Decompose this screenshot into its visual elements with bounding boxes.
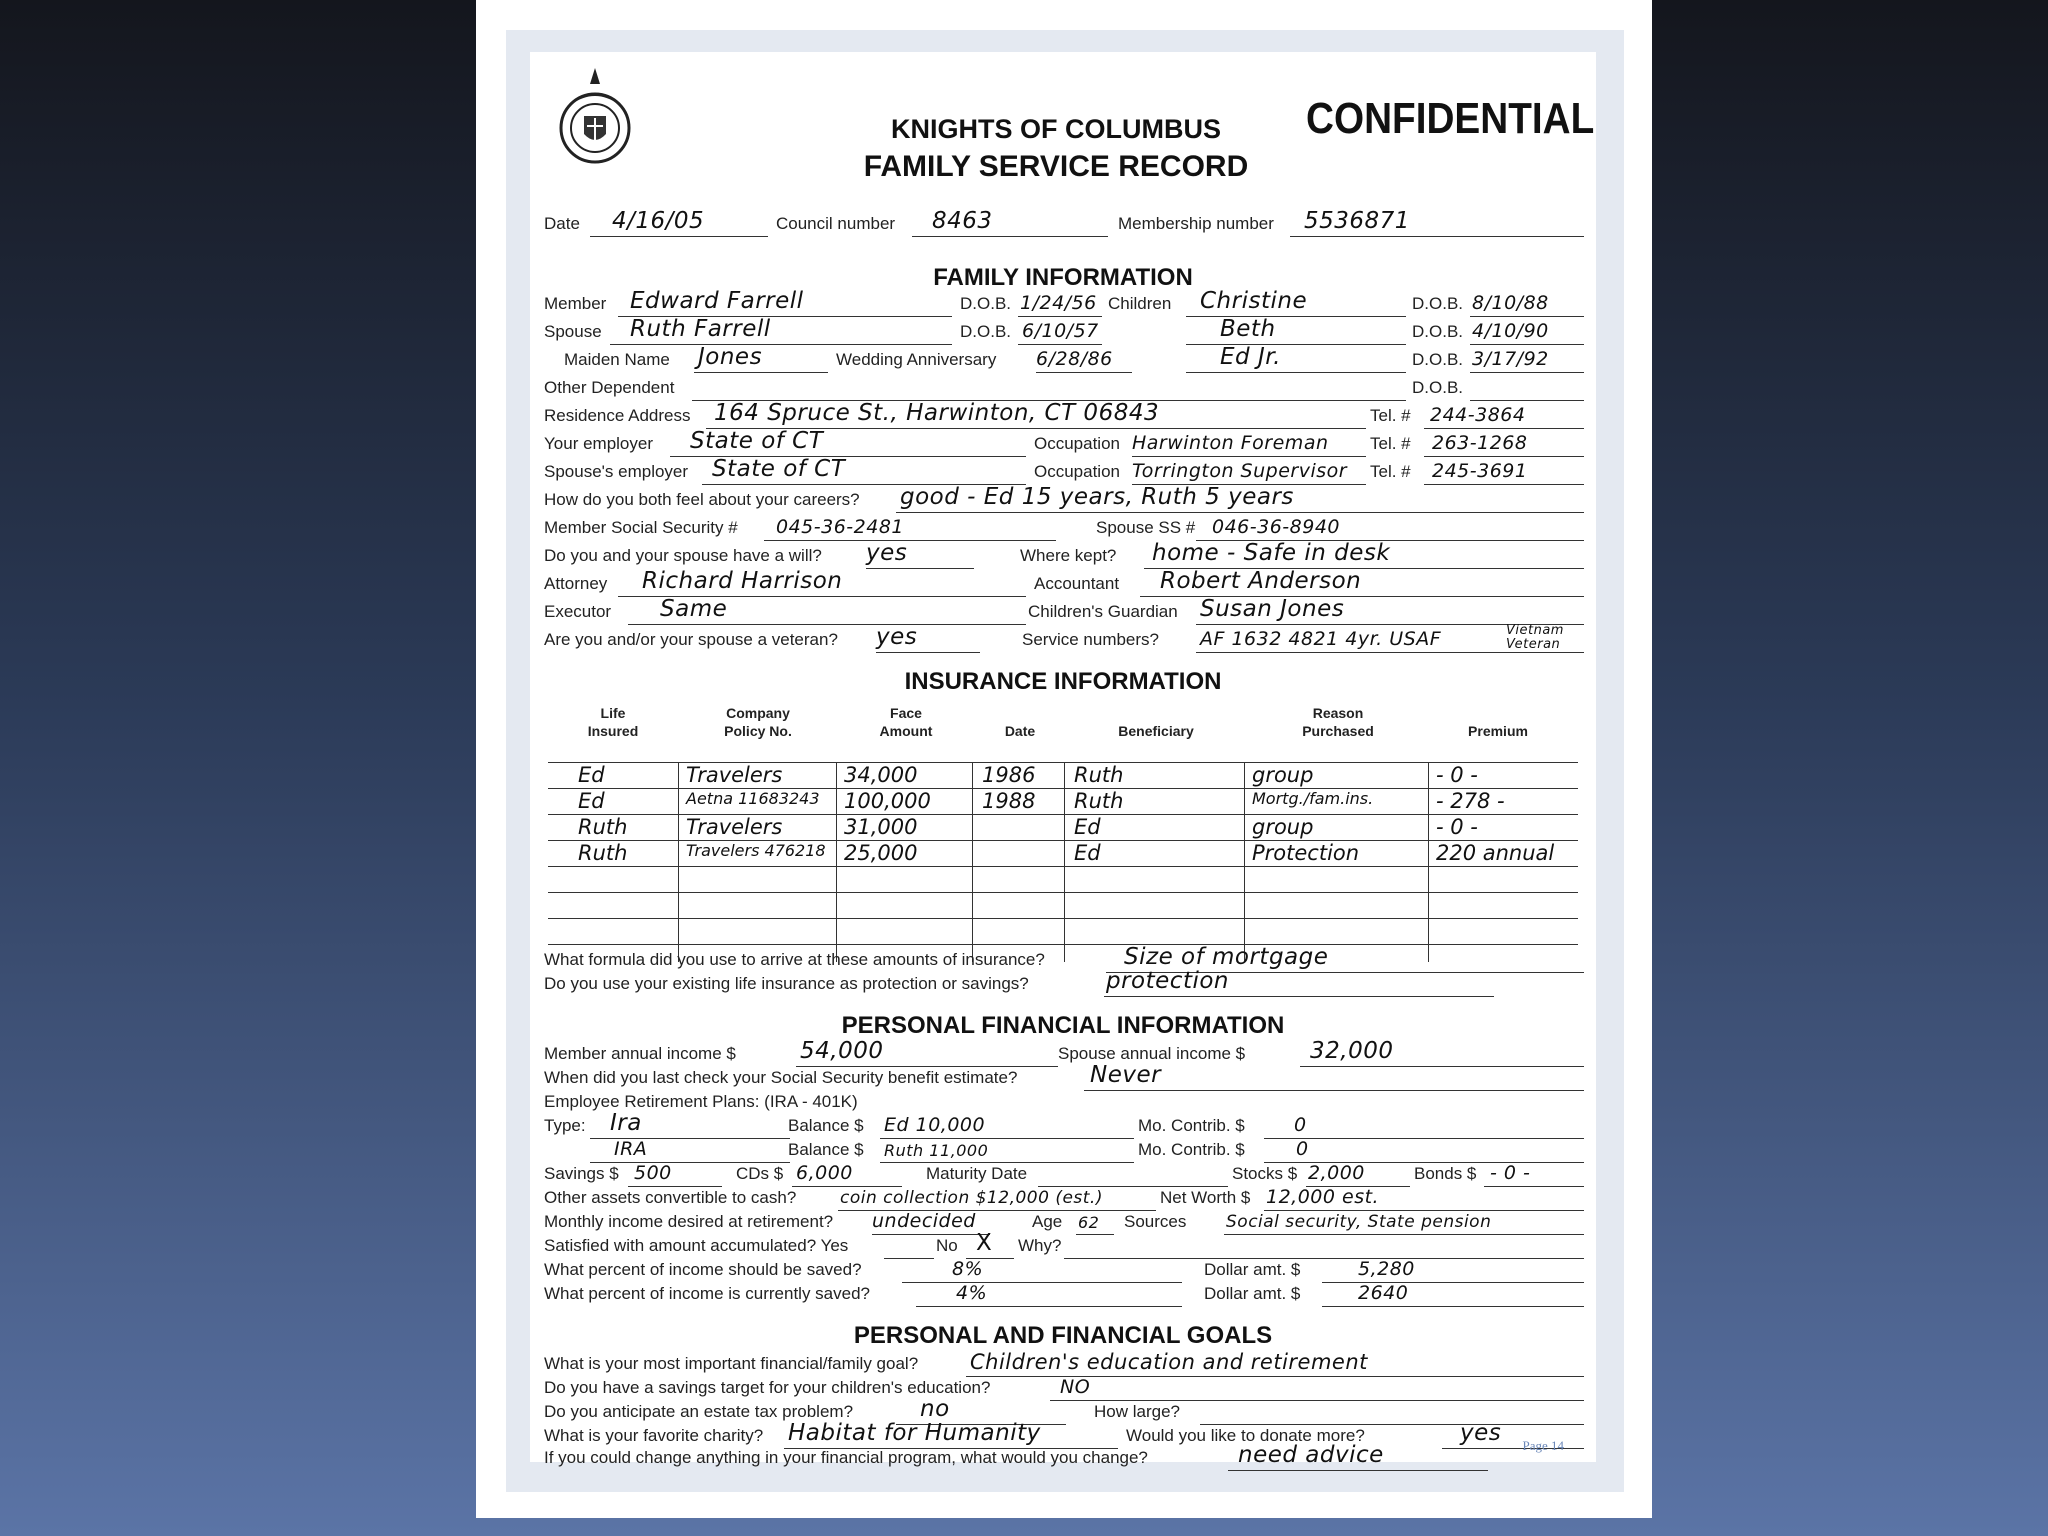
ss-field[interactable]: 045-36-2481 [764, 514, 1056, 541]
monthly-income-label: Monthly income desired at retirement? [544, 1212, 834, 1231]
estate-field[interactable]: no [896, 1398, 1066, 1425]
percent-should-label: What percent of income should be saved? [544, 1260, 862, 1279]
insurance-cell[interactable]: Ed [1074, 815, 1101, 839]
insurance-cell[interactable]: - 0 - [1436, 763, 1478, 787]
member-field[interactable]: Edward Farrell [618, 290, 952, 317]
insurance-cell[interactable]: Ed [578, 789, 605, 813]
home-tel-label: Tel. # [1370, 406, 1411, 425]
residence-label: Residence Address [544, 406, 691, 425]
child1-dob-field[interactable]: 8/10/88 [1470, 290, 1584, 317]
employer-field[interactable]: State of CT [670, 430, 1026, 457]
date-field[interactable]: 4/16/05 [590, 210, 768, 237]
bonds-label: Bonds $ [1414, 1164, 1477, 1183]
residence-field[interactable]: 164 Spruce St., Harwinton, CT 06843 [706, 402, 1366, 429]
insurance-cell[interactable]: - 0 - [1436, 815, 1478, 839]
contrib1-label: Mo. Contrib. $ [1138, 1116, 1245, 1135]
other-dependent-field[interactable] [692, 374, 1406, 401]
insurance-grid [548, 762, 1578, 962]
insurance-cell[interactable]: Ed [1074, 841, 1101, 865]
networth-field[interactable]: 12,000 est. [1264, 1184, 1584, 1211]
why-label: Why? [1018, 1236, 1062, 1255]
spouse-occupation-label: Occupation [1034, 462, 1120, 481]
donate-field[interactable]: yes [1442, 1422, 1584, 1449]
other-dependent-label: Other Dependent [544, 378, 675, 397]
spouse-tel-field[interactable]: 245-3691 [1424, 458, 1584, 485]
spouse-occupation-field[interactable]: Torrington Supervisor [1132, 458, 1366, 485]
formula-field[interactable]: Size of mortgage [1106, 946, 1584, 973]
col-reason: Reason Purchased [1302, 705, 1374, 739]
will-field[interactable]: yes [866, 542, 974, 569]
spouse-ss-label: Spouse SS # [1096, 518, 1196, 537]
careers-label: How do you both feel about your careers? [544, 490, 860, 509]
insurance-section-heading: INSURANCE INFORMATION [904, 668, 1222, 695]
family-service-record-form [530, 52, 1596, 1468]
insurance-cell[interactable]: 1988 [982, 789, 1036, 813]
membership-label: Membership number [1118, 214, 1274, 233]
retirement-plans-label: Employee Retirement Plans: (IRA - 401K) [544, 1092, 858, 1111]
insurance-cell[interactable]: Travelers [686, 815, 783, 839]
insurance-cell[interactable]: Travelers [686, 763, 783, 787]
savings-field[interactable]: 500 [628, 1160, 722, 1187]
attorney-label: Attorney [544, 574, 608, 593]
age-label: Age [1032, 1212, 1063, 1231]
member-label: Member [544, 294, 607, 313]
child2-field[interactable]: Beth [1186, 318, 1406, 345]
wedding-label: Wedding Anniversary [836, 350, 997, 369]
satisfied-no-label: No [936, 1236, 958, 1255]
maiden-label: Maiden Name [564, 350, 670, 369]
service-numbers-field[interactable]: AF 1632 4821 4yr. USAF Vietnam Veteran [1196, 626, 1584, 653]
cds-field[interactable]: 6,000 [792, 1160, 902, 1187]
insurance-cell[interactable]: group [1252, 815, 1314, 839]
monthly-income-field[interactable]: undecided [872, 1208, 990, 1235]
service-note-2: Veteran [1506, 637, 1561, 652]
membership-field[interactable]: 5536871 [1290, 210, 1584, 237]
work-tel-field[interactable]: 263-1268 [1424, 430, 1584, 457]
date-label: Date [544, 214, 580, 233]
org-name: KNIGHTS OF COLUMBUS [891, 114, 1221, 144]
sources-field[interactable]: Social security, State pension [1224, 1208, 1584, 1235]
networth-label: Net Worth $ [1160, 1188, 1251, 1207]
accountant-label: Accountant [1034, 574, 1120, 593]
contrib1-field[interactable]: 0 [1264, 1112, 1584, 1139]
will-label: Do you and your spouse have a will? [544, 546, 822, 565]
insurance-cell[interactable]: 100,000 [844, 789, 931, 813]
work-tel-label: Tel. # [1370, 434, 1411, 453]
dollar-current-label: Dollar amt. $ [1204, 1284, 1301, 1303]
insurance-cell[interactable]: 220 annual [1436, 841, 1555, 865]
employer-label: Your employer [544, 434, 653, 453]
financial-section-heading: PERSONAL FINANCIAL INFORMATION [841, 1012, 1285, 1039]
spouse-tel-label: Tel. # [1370, 462, 1411, 481]
formula-label: What formula did you use to arrive at these amounts of insurance? [544, 950, 1045, 969]
member-income-label: Member annual income $ [544, 1044, 736, 1063]
occupation-label: Occupation [1034, 434, 1120, 453]
children-label: Children [1108, 294, 1172, 313]
insurance-cell[interactable]: 25,000 [844, 841, 918, 865]
knights-of-columbus-seal-icon [556, 64, 634, 172]
council-field[interactable]: 8463 [912, 210, 1108, 237]
ss-check-field[interactable]: Never [1084, 1064, 1584, 1091]
ss-check-label: When did you last check your Social Security benefit estimate? [544, 1068, 1018, 1087]
where-kept-field[interactable]: home - Safe in desk [1144, 542, 1584, 569]
insurance-cell[interactable]: - 278 - [1436, 789, 1505, 813]
charity-field[interactable]: Habitat for Humanity [784, 1422, 1118, 1449]
contrib2-label: Mo. Contrib. $ [1138, 1140, 1245, 1159]
careers-field[interactable]: good - Ed 15 years, Ruth 5 years [896, 486, 1584, 513]
goal-field[interactable]: Children's education and retirement [966, 1350, 1584, 1377]
bonds-field[interactable]: - 0 - [1484, 1160, 1584, 1187]
veteran-field[interactable]: yes [876, 626, 980, 653]
savings-label: Savings $ [544, 1164, 619, 1183]
home-tel-field[interactable]: 244-3864 [1424, 402, 1584, 429]
spouse-income-field[interactable]: 32,000 [1300, 1040, 1584, 1067]
executor-label: Executor [544, 602, 612, 621]
balance1-label: Balance $ [788, 1116, 864, 1135]
attorney-field[interactable]: Richard Harrison [618, 570, 1026, 597]
spouse-label: Spouse [544, 322, 602, 341]
insurance-cell[interactable]: Ruth [578, 841, 628, 865]
col-face-amount: Face Amount [879, 705, 933, 739]
insurance-cell[interactable]: Ed [578, 763, 605, 787]
child2-dob-field[interactable]: 4/10/90 [1470, 318, 1584, 345]
col-premium: Premium [1468, 723, 1528, 739]
type2-field[interactable]: IRA [590, 1136, 790, 1163]
percent-should-field[interactable]: 8% [902, 1256, 1182, 1283]
insurance-cell[interactable]: Ruth [1074, 763, 1124, 787]
balance2-label: Balance $ [788, 1140, 864, 1159]
how-large-label: How large? [1094, 1402, 1180, 1421]
executor-field[interactable]: Same [628, 598, 1026, 625]
maturity-field[interactable] [1038, 1160, 1228, 1187]
balance1-field[interactable]: Ed 10,000 [880, 1112, 1134, 1139]
insurance-cell[interactable]: 1986 [982, 763, 1036, 787]
page-number: Page 14 [1522, 1438, 1564, 1453]
insurance-cell[interactable]: 34,000 [844, 763, 918, 787]
veteran-label: Are you and/or your spouse a veteran? [544, 630, 838, 649]
spouse-dob-label: D.O.B. [960, 322, 1012, 341]
guardian-field[interactable]: Susan Jones [1196, 598, 1584, 625]
donate-label: Would you like to donate more? [1126, 1426, 1365, 1445]
child1-field[interactable]: Christine [1186, 290, 1406, 317]
child3-dob-field[interactable]: 3/17/92 [1470, 346, 1584, 373]
slide [476, 0, 1652, 1518]
insurance-cell[interactable]: Protection [1252, 841, 1360, 865]
maiden-field[interactable]: Jones [694, 346, 828, 373]
percent-current-field[interactable]: 4% [916, 1280, 1182, 1307]
insurance-cell[interactable]: 31,000 [844, 815, 918, 839]
maturity-label: Maturity Date [926, 1164, 1028, 1183]
spouse-dob-field[interactable]: 6/10/57 [1018, 318, 1102, 345]
dollar-should-field[interactable]: 5,280 [1322, 1256, 1584, 1283]
service-note-1: Vietnam [1506, 623, 1564, 638]
satisfied-no-field[interactable]: X [966, 1232, 1014, 1259]
spouse-income-label: Spouse annual income $ [1058, 1044, 1246, 1063]
member-income-field[interactable]: 54,000 [796, 1040, 1058, 1067]
confidential-label: CONFIDENTIAL [1306, 94, 1595, 143]
insurance-use-label: Do you use your existing life insurance as protection or savings? [544, 974, 1029, 993]
balance2-field[interactable]: Ruth 11,000 [880, 1136, 1134, 1163]
stocks-field[interactable]: 2,000 [1306, 1160, 1410, 1187]
child1-dob-label: D.O.B. [1412, 294, 1464, 313]
col-life-insured: Life Insured [587, 705, 639, 739]
document-frame [506, 30, 1624, 1492]
how-large-field[interactable] [1200, 1398, 1584, 1425]
insurance-use-field[interactable]: protection [1104, 970, 1494, 997]
stocks-label: Stocks $ [1232, 1164, 1298, 1183]
satisfied-label: Satisfied with amount accumulated? Yes [544, 1236, 849, 1255]
col-beneficiary: Beneficiary [1118, 723, 1194, 739]
where-kept-label: Where kept? [1020, 546, 1117, 565]
satisfied-yes-field[interactable] [884, 1232, 934, 1259]
other-dob-label: D.O.B. [1412, 378, 1464, 397]
insurance-cell[interactable]: Ruth [578, 815, 628, 839]
ss-label: Member Social Security # [544, 518, 738, 537]
goal-label: What is your most important financial/family goal? [544, 1354, 919, 1373]
insurance-cell[interactable]: Aetna 11683243 [686, 789, 820, 808]
why-field[interactable] [1064, 1232, 1584, 1259]
insurance-cell[interactable]: Travelers 476218 [686, 841, 826, 860]
spouse-employer-field[interactable]: State of CT [702, 458, 1026, 485]
insurance-cell[interactable]: Ruth [1074, 789, 1124, 813]
insurance-cell[interactable]: group [1252, 763, 1314, 787]
col-company: Company Policy No. [724, 705, 792, 739]
council-label: Council number [776, 214, 896, 233]
change-label: If you could change anything in your financial program, what would you change? [544, 1448, 1148, 1467]
type1-field[interactable]: Ira [590, 1112, 790, 1139]
spouse-employer-label: Spouse's employer [544, 462, 689, 481]
charity-label: What is your favorite charity? [544, 1426, 764, 1445]
child2-dob-label: D.O.B. [1412, 322, 1464, 341]
insurance-table [548, 702, 1578, 962]
occupation-field[interactable]: Harwinton Foreman [1132, 430, 1366, 457]
spouse-ss-field[interactable]: 046-36-8940 [1196, 514, 1584, 541]
savings-target-label: Do you have a savings target for your children's education? [544, 1378, 991, 1397]
other-assets-field[interactable]: coin collection $12,000 (est.) [838, 1184, 1156, 1211]
type-label: Type: [544, 1116, 586, 1135]
family-section-heading: FAMILY INFORMATION [933, 264, 1193, 291]
change-field[interactable]: need advice [1228, 1444, 1488, 1471]
child3-dob-label: D.O.B. [1412, 350, 1464, 369]
child3-field[interactable]: Ed Jr. [1186, 346, 1406, 373]
goals-section-heading: PERSONAL AND FINANCIAL GOALS [853, 1322, 1273, 1349]
insurance-cell[interactable]: Mortg./fam.ins. [1252, 789, 1374, 808]
member-dob-label: D.O.B. [960, 294, 1012, 313]
accountant-field[interactable]: Robert Anderson [1140, 570, 1584, 597]
member-dob-field[interactable]: 1/24/56 [1018, 290, 1102, 317]
savings-target-field[interactable]: NO [1050, 1374, 1584, 1401]
form-title: FAMILY SERVICE RECORD [863, 150, 1249, 183]
guardian-label: Children's Guardian [1028, 602, 1178, 621]
cds-label: CDs $ [736, 1164, 784, 1183]
service-numbers-label: Service numbers? [1022, 630, 1160, 649]
contrib2-field[interactable]: 0 [1264, 1136, 1584, 1163]
spouse-field[interactable]: Ruth Farrell [610, 318, 952, 345]
other-assets-label: Other assets convertible to cash? [544, 1188, 797, 1207]
estate-label: Do you anticipate an estate tax problem? [544, 1402, 854, 1421]
other-dob-field[interactable] [1470, 374, 1584, 401]
age-field[interactable]: 62 [1076, 1208, 1114, 1235]
wedding-field[interactable]: 6/28/86 [1036, 346, 1132, 373]
percent-current-label: What percent of income is currently saved? [544, 1284, 870, 1303]
dollar-current-field[interactable]: 2640 [1322, 1280, 1584, 1307]
dollar-should-label: Dollar amt. $ [1204, 1260, 1301, 1279]
col-date: Date [1004, 723, 1036, 739]
sources-label: Sources [1124, 1212, 1187, 1231]
